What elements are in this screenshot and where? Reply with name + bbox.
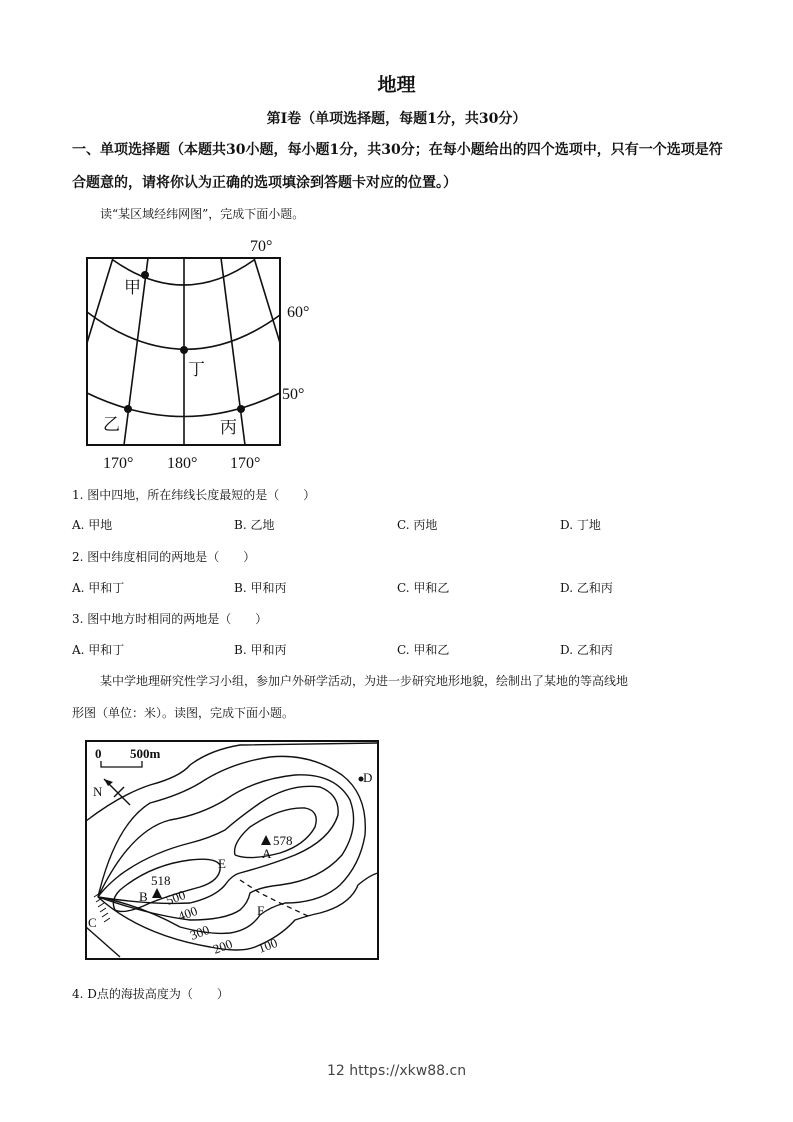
point-ding [180, 346, 188, 354]
contour-map-figure [80, 735, 385, 965]
lat-label-70: 70° [250, 238, 273, 255]
label-jia: 甲 [124, 278, 141, 297]
point-yi [124, 405, 132, 413]
label-c: C [88, 915, 97, 930]
peak-a-icon [261, 835, 271, 845]
label-yi: 乙 [103, 415, 120, 434]
question-2-stem: 2. 图中纬度相同的两地是（ ） [72, 550, 256, 564]
label-ding: 丁 [188, 360, 205, 379]
label-d: D [363, 770, 373, 785]
q2-option-a[interactable]: A. 甲和丁 [72, 581, 125, 595]
section-subtitle: 第Ⅰ卷（单项选择题，每题1分，共30分） [266, 111, 527, 127]
contour-label-100: 100 [255, 935, 280, 956]
point-bing [237, 405, 245, 413]
question-3-stem: 3. 图中地方时相同的两地是（ ） [72, 612, 268, 626]
scale-label: 500m [130, 746, 161, 761]
q1-option-a[interactable]: A. 甲地 [72, 518, 113, 532]
graticule-map-figure [70, 225, 340, 480]
label-a: A [262, 846, 272, 861]
lon-label-180: 180° [167, 455, 198, 472]
q1-option-b[interactable]: B. 乙地 [234, 518, 275, 532]
q1-option-c[interactable]: C. 丙地 [397, 518, 438, 532]
question-4-stem: 4. D点的海拔高度为（ ） [72, 987, 229, 1001]
peak-b-elevation: 518 [151, 873, 171, 888]
page-footer: 12 https://xkw88.cn [326, 1063, 467, 1079]
q3-option-d[interactable]: D. 乙和丙 [560, 643, 613, 657]
label-f: F [257, 903, 265, 918]
contour-label-400: 400 [175, 903, 200, 924]
point-jia [141, 271, 149, 279]
scale-zero: 0 [95, 746, 102, 761]
q3-option-b[interactable]: B. 甲和丙 [234, 643, 287, 657]
peak-a-elevation: 578 [273, 833, 293, 848]
lon-label-170w: 170° [103, 455, 134, 472]
intro-text-1: 读“某区域经纬网图”，完成下面小题。 [100, 207, 305, 221]
contour-label-500: 500 [163, 887, 188, 908]
lon-label-170e: 170° [230, 455, 261, 472]
lat-label-60: 60° [287, 304, 310, 321]
label-b: B [139, 889, 148, 904]
peak-b-icon [152, 888, 162, 898]
q2-option-b[interactable]: B. 甲和丙 [234, 581, 287, 595]
q1-option-d[interactable]: D. 丁地 [560, 518, 601, 532]
contour-label-300: 300 [187, 922, 212, 943]
q3-option-c[interactable]: C. 甲和乙 [397, 643, 450, 657]
label-bing: 丙 [220, 418, 237, 437]
q3-option-a[interactable]: A. 甲和丁 [72, 643, 125, 657]
question-1-stem: 1. 图中四地，所在纬线长度最短的是（ ） [72, 488, 316, 502]
page-title: 地理 [377, 74, 416, 96]
q2-option-c[interactable]: C. 甲和乙 [397, 581, 450, 595]
north-arrow-icon [104, 779, 130, 805]
contour-label-200: 200 [210, 936, 235, 957]
north-label: N [93, 784, 103, 799]
section-heading: 一、单项选择题（本题共30小题，每小题1分，共30分；在每小题给出的四个选项中，只有一个选项是符合题意的，请将你认为正确的选项填涂到答题卡对应的位置。） [72, 142, 723, 191]
intro-text-2-line1: 某中学地理研究性学习小组，参加户外研学活动，为进一步研究地形地貌，绘制出了某地的等高线地 [100, 674, 629, 688]
lat-label-50: 50° [282, 386, 305, 403]
q2-option-d[interactable]: D. 乙和丙 [560, 581, 613, 595]
label-e: E [218, 856, 226, 871]
intro-text-2-line2: 形图（单位：米）。读图，完成下面小题。 [72, 706, 295, 720]
